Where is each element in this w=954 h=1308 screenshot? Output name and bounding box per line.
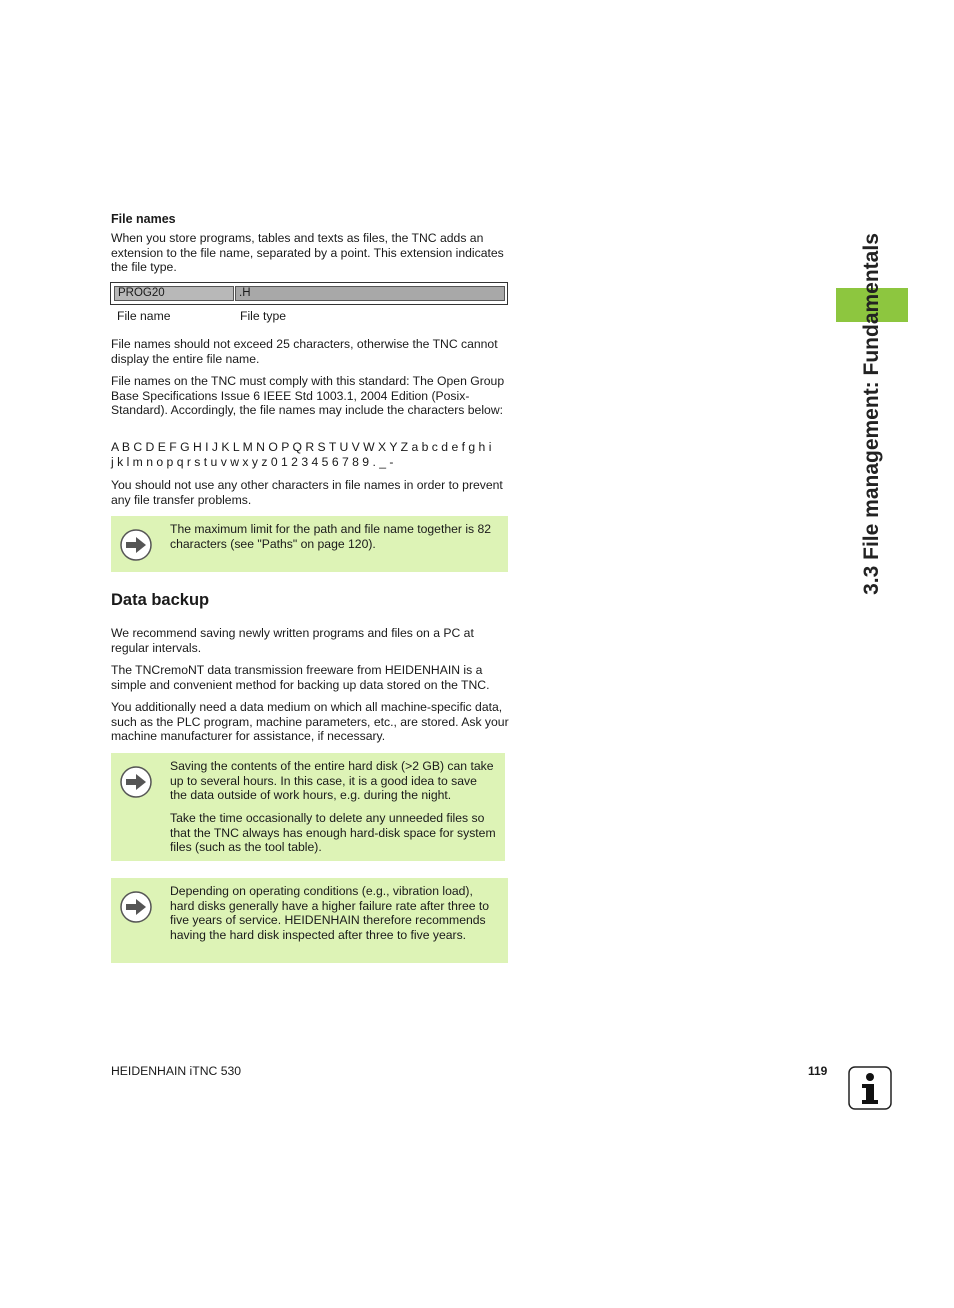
file-name-value: PROG20 bbox=[114, 286, 234, 301]
para-other-chars: You should not use any other characters in file names in order to prevent any file transfer problems. bbox=[111, 478, 503, 507]
footer-product: HEIDENHAIN iTNC 530 bbox=[111, 1064, 242, 1078]
info-icon bbox=[848, 1066, 892, 1110]
note-path-limit-text: The maximum limit for the path and file name together is 82 characters (see "Paths" on page 120). bbox=[170, 522, 492, 551]
file-names-heading: File names bbox=[111, 212, 176, 226]
chapter-title: 3.3 File management: Fundamentals bbox=[860, 233, 883, 595]
note-hard-disk-backup bbox=[111, 753, 505, 861]
backup-para-2: The TNCremoNT data transmission freeware from HEIDENHAIN is a simple and convenient method for backing up data stored on the TNC. bbox=[111, 663, 490, 692]
chars-line-1: A B C D E F G H I J K L M N O P Q R S T U V W X Y Z a b c d e f g h i bbox=[111, 440, 492, 454]
backup-para-3: You additionally need a data medium on which all machine-specific data, such as the PLC program, machine parameters, etc., are stored. Ask your machine manufacturer for assistance, if necessary. bbox=[111, 700, 509, 744]
data-backup-heading: Data backup bbox=[111, 591, 210, 609]
note-backup-duration: Saving the contents of the entire hard disk (>2 GB) can take up to several hours. In this case, it is a good idea to save the data outside of work hours, e.g. during the night. bbox=[170, 759, 494, 803]
file-name-caption: File name bbox=[117, 309, 171, 323]
para-standard: File names on the TNC must comply with this standard: The Open Group Base Specifications Issue 6 IEEE Std 1003.1, 2004 Edition (Posix-Standard). Accordingly, the file names may include the characters below: bbox=[111, 374, 505, 418]
note-path-limit bbox=[111, 516, 508, 572]
arrow-right-icon bbox=[120, 529, 152, 561]
file-type-caption: File type bbox=[240, 309, 287, 323]
page-number: 119 bbox=[808, 1064, 828, 1078]
file-name-example bbox=[110, 282, 508, 305]
arrow-right-icon bbox=[120, 766, 152, 798]
backup-para-1: We recommend saving newly written programs and files on a PC at regular intervals. bbox=[111, 626, 474, 655]
note-disk-failure bbox=[111, 878, 508, 963]
note-disk-failure-text: Depending on operating conditions (e.g., vibration load), hard disks generally have a higher failure rate after three to five years of service. HEIDENHAIN therefore recommends having the hard disk inspected after three to five years. bbox=[170, 884, 490, 942]
note-delete-files: Take the time occasionally to delete any unneeded files so that the TNC always has enough hard-disk space for system files (such as the tool table). bbox=[170, 811, 496, 855]
arrow-right-icon bbox=[120, 891, 152, 923]
allowed-characters bbox=[111, 440, 521, 469]
file-names-intro: When you store programs, tables and texts as files, the TNC adds an extension to the file name, separated by a point. This extension indicates the file type. bbox=[111, 231, 504, 275]
chars-line-2: j k l m n o p q r s t u v w x y z 0 1 2 3 4 5 6 7 8 9 . _ - bbox=[111, 454, 394, 469]
para-length: File names should not exceed 25 characters, otherwise the TNC cannot display the entire file name. bbox=[111, 337, 498, 366]
file-type-value: .H bbox=[235, 286, 505, 301]
